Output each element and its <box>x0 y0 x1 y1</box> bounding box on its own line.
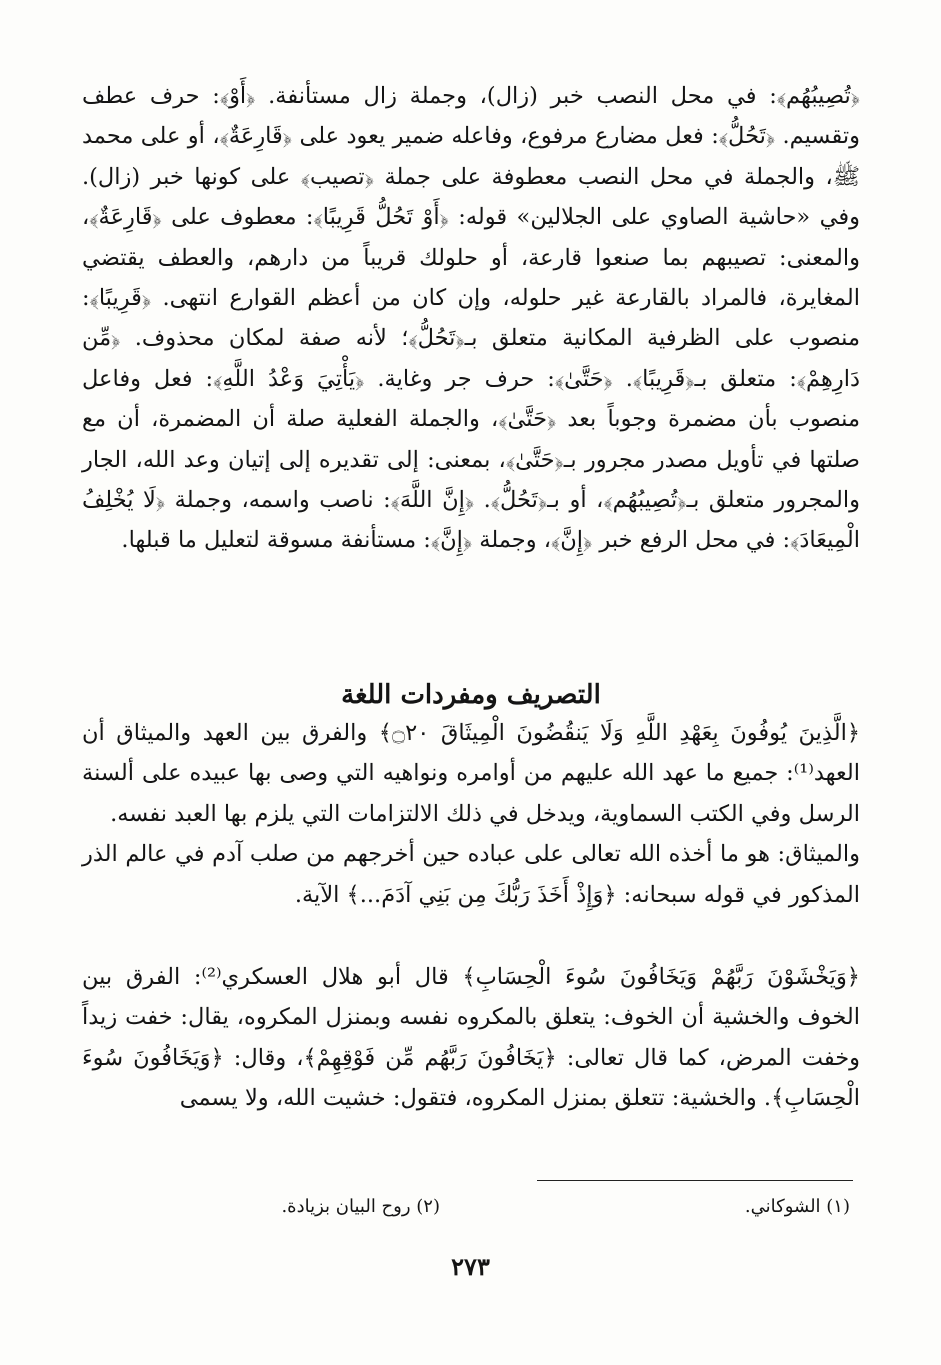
lexicon-block-covenant <box>82 713 860 915</box>
grammar-paragraph: ﴿تُصِيبُهُم﴾: في محل النصب خبر (زال)، وجملة زال مستأنفة. ﴿أَوْ﴾: حرف عطف وتقسيم. ﴿تَحُلُّ﴾: فعل مضارع مرفوع، وفاعله ضمير يعود على ﴿قَارِعَةٌ﴾، أو على محمد ﷺ، والجملة في محل النصب معطوفة على جملة ﴿تصيب﴾ على كونها خبر (زال). وفي «حاشية الصاوي على الجلالين» قوله: ﴿أَوْ تَحُلُّ قَرِيبًا﴾: معطوف على ﴿قَارِعَةٌ﴾، والمعنى: تصيبهم بما صنعوا قارعة، أو حلولك قريباً من دارهم، والعطف يقتضي المغايرة، فالمراد بالقارعة غير حلوله، وإن كان من أعظم القوارع انتهى. ﴿قَرِيبًا﴾: منصوب على الظرفية المكانية متعلق بـ﴿تَحُلُّ﴾؛ لأنه صفة لمكان محذوف. ﴿مِّن دَارِهِمْ﴾: متعلق بـ﴿قَرِيبًا﴾. ﴿حَتَّىٰ﴾: حرف جر وغاية. ﴿يَأْتِيَ وَعْدُ اللَّهِ﴾: فعل وفاعل منصوب بأن مضمرة وجوباً بعد ﴿حَتَّىٰ﴾، والجملة الفعلية صلة أن المضمرة، أن مع صلتها في تأويل مصدر مجرور بـ﴿حَتَّىٰ﴾، بمعنى: إلى تقديره إلى إتيان وعد الله، الجار والمجرور متعلق بـ﴿تُصِيبُهُم﴾، أو بـ﴿تَحُلُّ﴾. ﴿إِنَّ اللَّهَ﴾: ناصب واسمه، وجملة ﴿لَا يُخْلِفُ الْمِيعَادَ﴾: في محل الرفع خبر ﴿إِنَّ﴾، وجملة ﴿إِنَّ﴾: مستأنفة مسوقة لتعليل ما قبلها. <box>82 83 860 554</box>
fear-paragraph: ﴿وَيَخْشَوْنَ رَبَّهُمْ وَيَخَافُونَ سُوءَ الْحِسَابِ﴾ قال أبو هلال العسكري⁽²⁾: الفرق بين الخوف والخشية أن الخوف: يتعلق بالمكروه نفسه وبمنزل المكروه، يقال: خفت زيداً وخفت المرض، كما قال تعالى: ﴿يَخَافُونَ رَبَّهُم مِّن فَوْقِهِمْ﴾، وقال: ﴿وَيَخَافُونَ سُوءَ الْحِسَابِ﴾. والخشية: تتعلق بمنزل المكروه، فتقول: خشيت الله، ولا يسمى <box>82 964 860 1112</box>
lexicon-block-fear <box>82 957 860 1119</box>
footnote-2: (٢) روح البيان بزيادة. <box>281 1196 440 1217</box>
footnote-1: (١) الشوكاني. <box>744 1196 850 1217</box>
footnote-divider <box>537 1180 853 1181</box>
covenant-paragraph: ﴿الَّذِينَ يُوفُونَ بِعَهْدِ اللَّهِ وَلَا يَنقُضُونَ الْمِيثَاقَ ۝٢٠﴾ والفرق بين العهد والميثاق أن العهد⁽¹⁾: جميع ما عهد الله عليهم من أوامره ونواهيه التي وصى بها عبيده على ألسنة الرسل وفي الكتب السماوية، ويدخل في ذلك الالتزامات التي يلزم بها العبد نفسه. <box>82 720 861 827</box>
section-heading: التصريف ومفردات اللغة <box>341 680 601 710</box>
page-number: ٢٧٣ <box>451 1252 490 1281</box>
grammar-analysis-block <box>82 76 860 561</box>
mithaq-paragraph: والميثاق: هو ما أخذه الله تعالى على عباده حين أخرجهم من صلب آدم في عالم الذر المذكور في قوله سبحانه: ﴿وَإِذْ أَخَذَ رَبُّكَ مِن بَنِي آدَمَ...﴾ الآية. <box>82 841 860 908</box>
